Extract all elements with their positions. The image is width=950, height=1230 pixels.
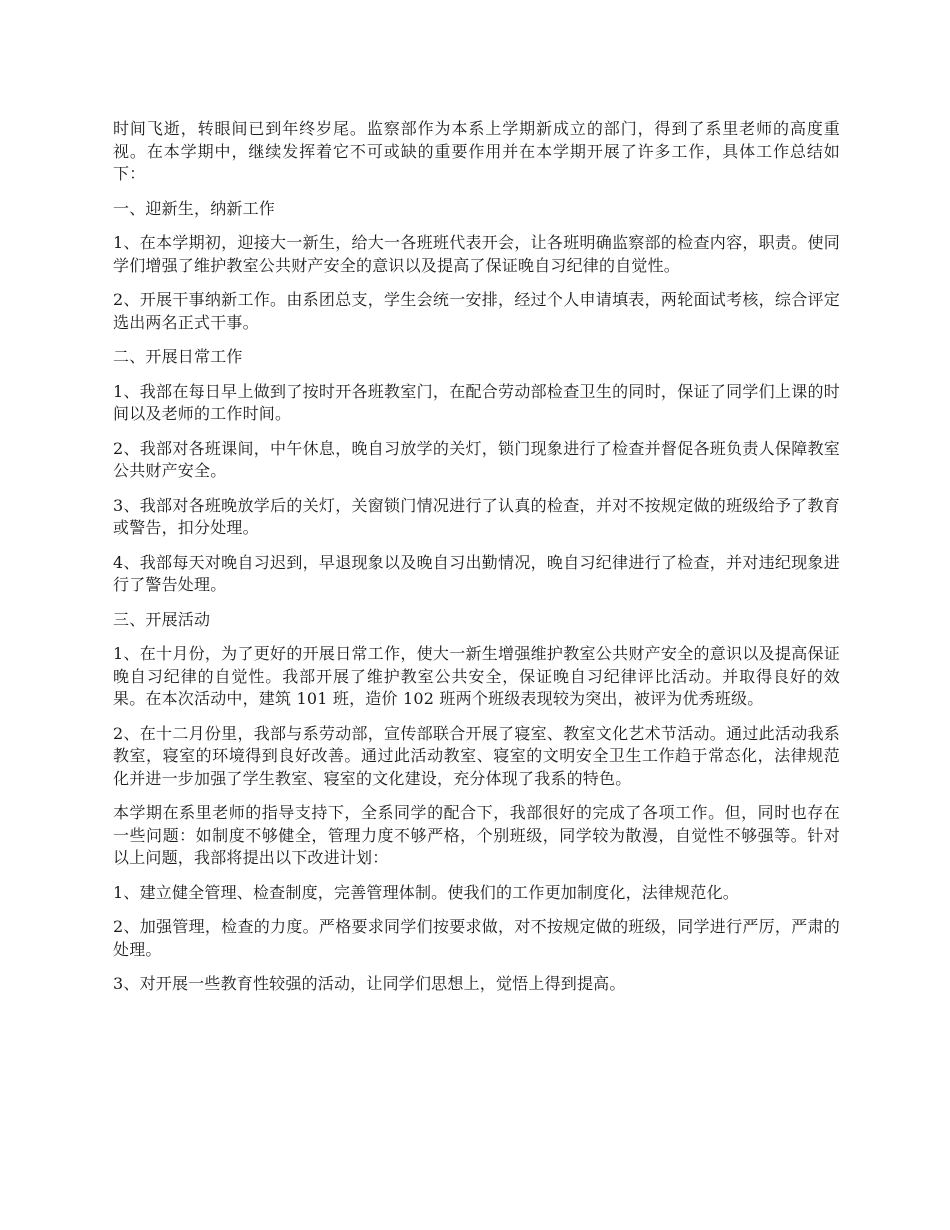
paragraph-1-2: 2、开展干事纳新工作。由系团总支，学生会统一安排，经过个人申请填表，两轮面试考核，综合评定选出两名正式干事。 [113,290,840,332]
plan-item-2: 2、加强管理，检查的力度。严格要求同学们按要求做，对不按规定做的班级，同学进行严厉，严肃的处理。 [113,917,840,959]
section-heading-1: 一、迎新生，纳新工作 [113,198,276,218]
paragraph-2-3: 3、我部对各班晚放学后的关灯，关窗锁门情况进行了认真的检查，并对不按规定做的班级给予了教育或警告，扣分处理。 [113,495,840,537]
paragraph-3-1: 1、在十月份，为了更好的开展日常工作，使大一新生增强维护教室公共财产安全的意识以及提高保证晚自习纪律的自觉性。我部开展了维护教室公共安全，保证晚自习纪律评比活动。并取得良好的效果。在本次活动中，建筑 101 班，造价 102 班两个班级表现较为突出，被评为优秀班级。 [113,644,840,708]
paragraph-1-1: 1、在本学期初，迎接大一新生，给大一各班班代表开会，让各班明确监察部的检查内容，职责。使同学们增强了维护教室公共财产安全的意识以及提高了保证晚自习纪律的自觉性。 [113,233,840,275]
intro-paragraph: 时间飞逝，转眼间已到年终岁尾。监察部作为本系上学期新成立的部门，得到了系里老师的高度重视。在本学期中，继续发挥着它不可或缺的重要作用并在本学期开展了许多工作，具体工作总结如下： [113,119,840,183]
paragraph-2-2: 2、我部对各班课间，中午休息，晚自习放学的关灯，锁门现象进行了检查并督促各班负责人保障教室公共财产安全。 [113,438,840,480]
summary-paragraph: 本学期在系里老师的指导支持下，全系同学的配合下，我部很好的完成了各项工作。但，同时也存在一些问题：如制度不够健全，管理力度不够严格，个别班级，同学较为散漫，自觉性不够强等。针对以上问题，我部将提出以下改进计划： [113,803,840,867]
document-body [113,118,840,1008]
paragraph-2-1: 1、我部在每日早上做到了按时开各班教室门，在配合劳动部检查卫生的同时，保证了同学们上课的时间以及老师的工作时间。 [113,381,840,423]
section-heading-3: 三、开展活动 [113,609,211,629]
plan-item-3: 3、对开展一些教育性较强的活动，让同学们思想上，觉悟上得到提高。 [113,974,626,993]
plan-item-1: 1、建立健全管理、检查制度，完善管理体制。使我们的工作更加制度化，法律规范化。 [113,882,739,902]
paragraph-2-4: 4、我部每天对晚自习迟到，早退现象以及晚自习出勤情况，晚自习纪律进行了检查，并对违纪现象进行了警告处理。 [113,552,840,594]
paragraph-3-2: 2、在十二月份里，我部与系劳动部，宣传部联合开展了寝室、教室文化艺术节活动。通过此活动我系教室，寝室的环境得到良好改善。通过此活动教室、寝室的文明安全卫生工作趋于常态化，法律规范化并进一步加强了学生教室、寝室的文化建设，充分体现了我系的特色。 [113,723,840,788]
section-heading-2: 二、开展日常工作 [113,347,243,366]
